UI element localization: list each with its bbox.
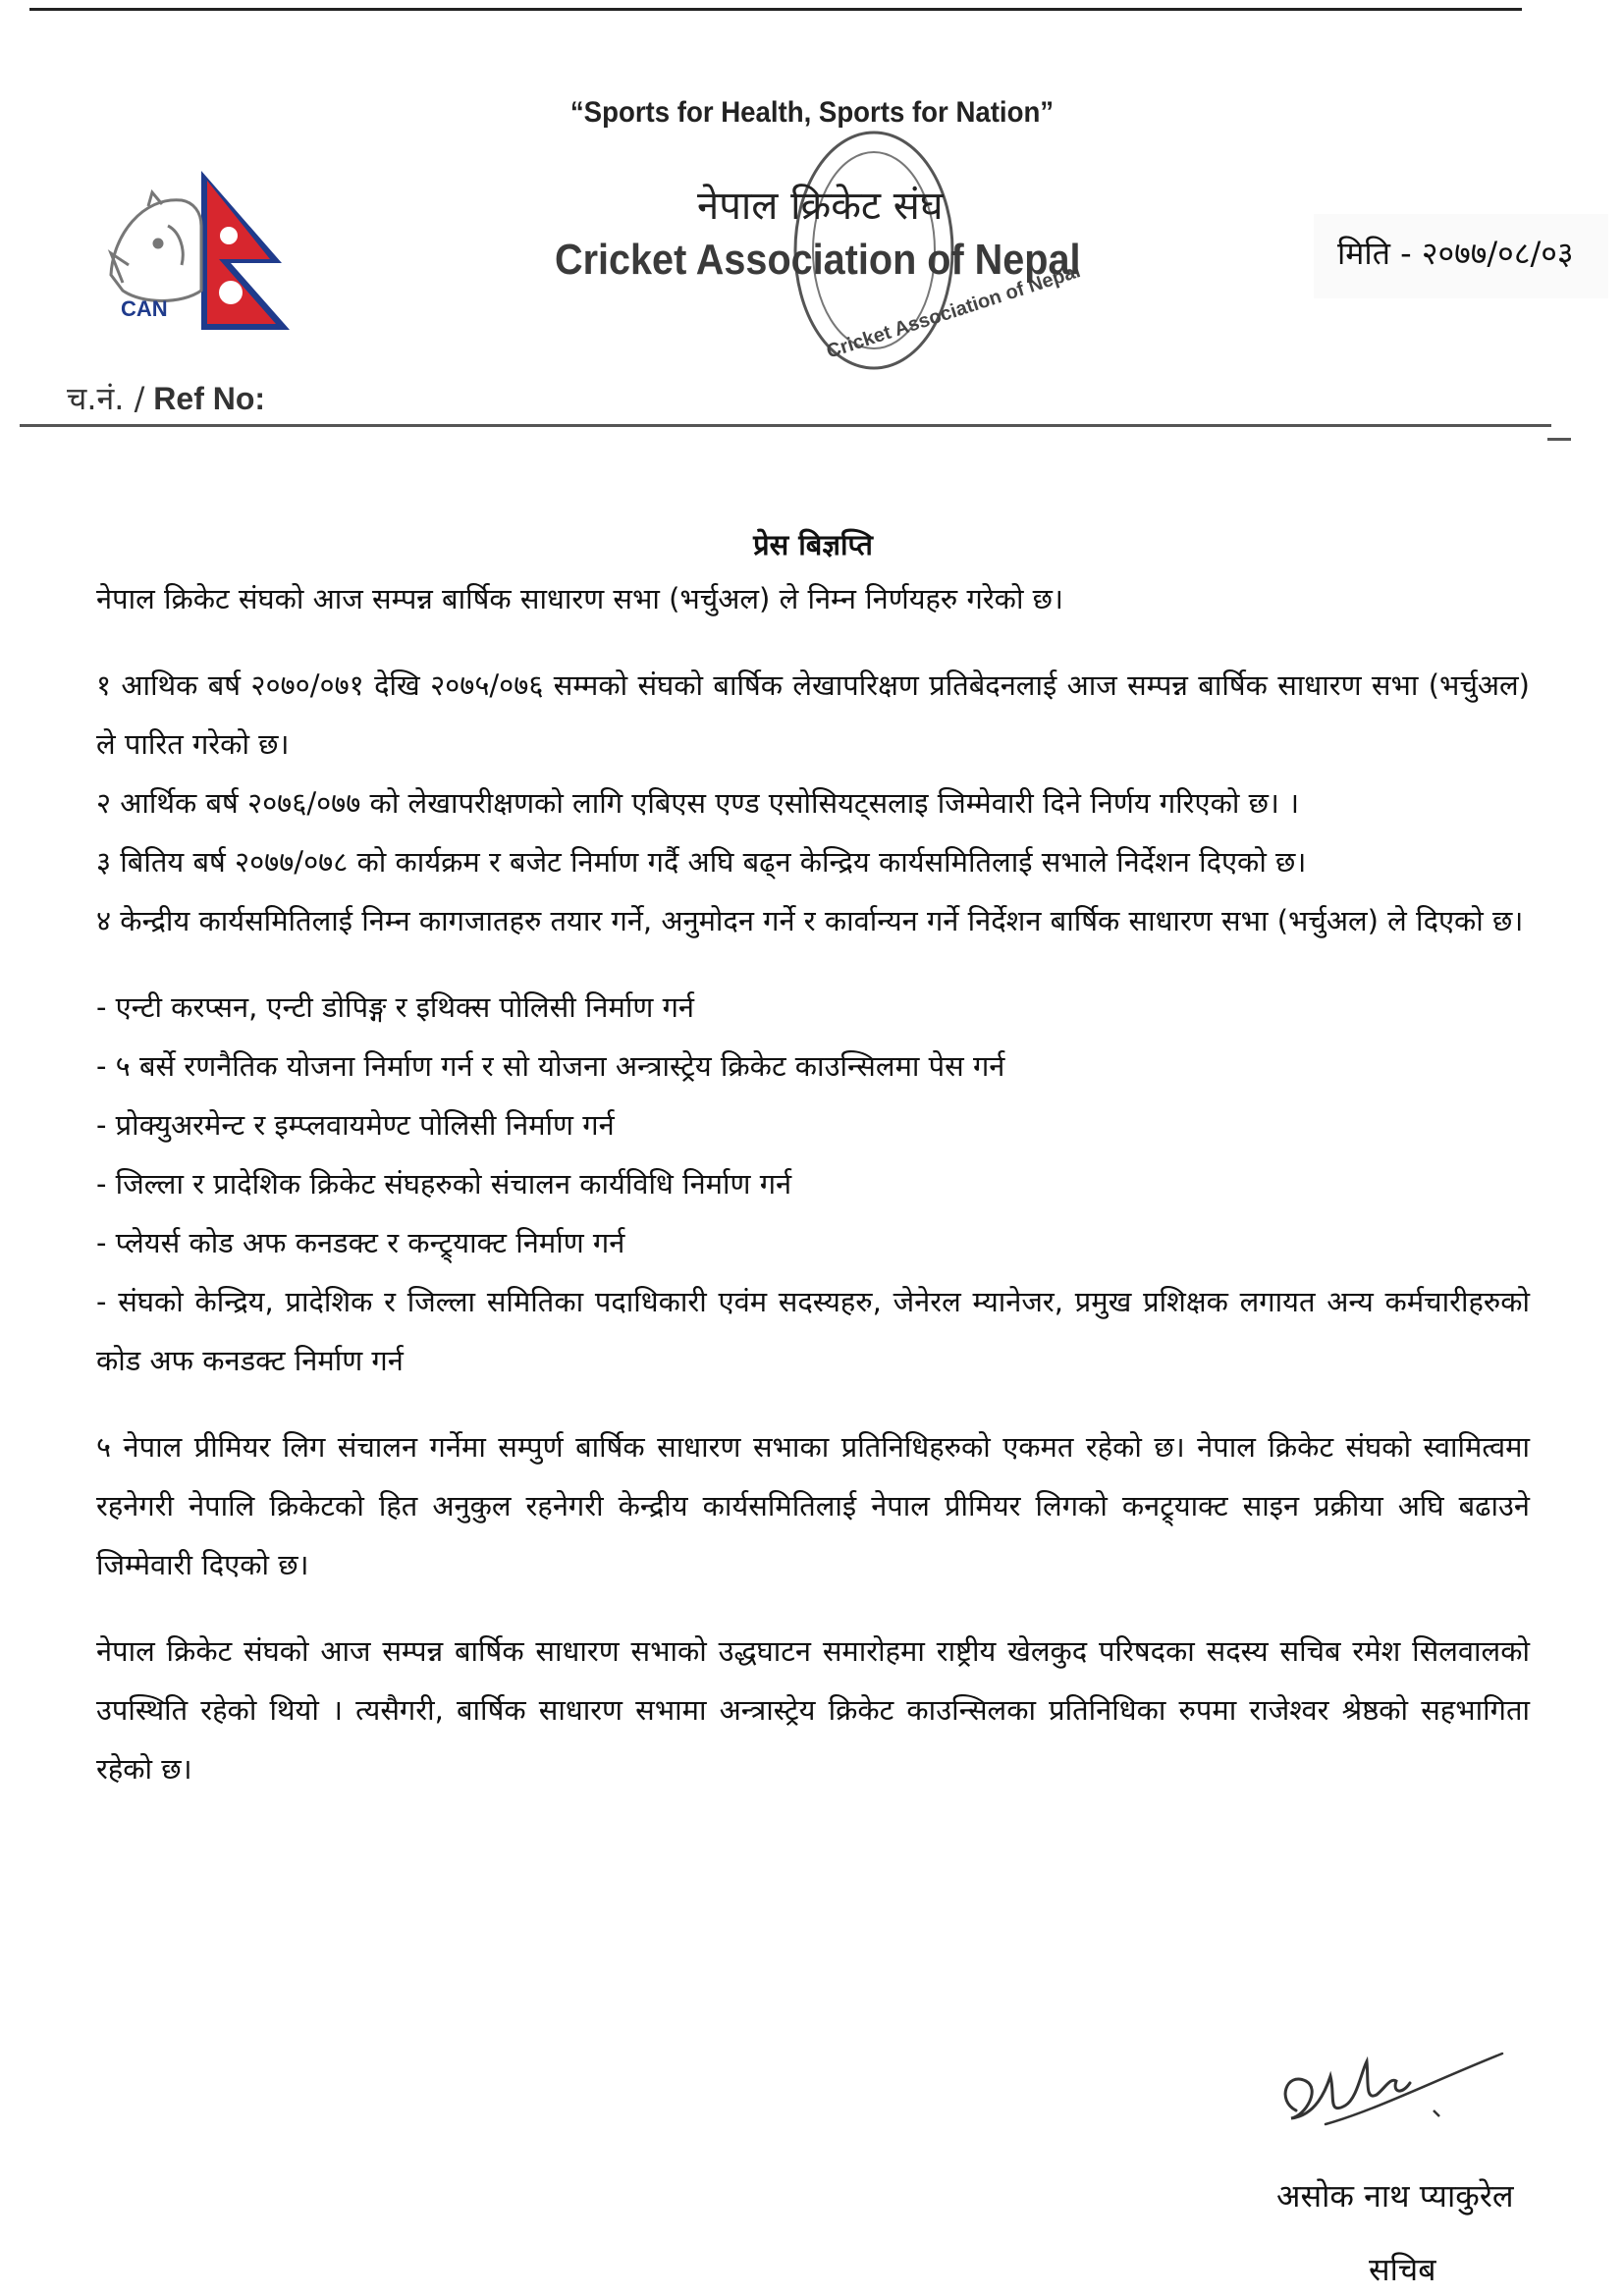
signatory-name: असोक नाथ प्याकुरेल	[1276, 2177, 1514, 2215]
rhino-icon	[111, 192, 201, 301]
motto: “Sports for Health, Sports for Nation”	[569, 96, 1055, 129]
ref-no-english: Ref No:	[144, 381, 266, 416]
bullet-item: - संघको केन्द्रिय, प्रादेशिक र जिल्ला समितिका पदाधिकारी एवंम सदस्यहरु, जेनेरल म्यानेजर, प्रमुख प्रशिक्षक लगायत अन्य कर्मचारीहरुको कोड अफ कनडक्ट निर्माण गर्न	[96, 1285, 1530, 1377]
ref-no-nepali: च.नं. /	[67, 380, 145, 417]
logo-text: CAN	[121, 296, 168, 321]
decision-five-paragraph: ५ नेपाल प्रीमियर लिग संचालन गर्नेमा सम्पुर्ण बार्षिक साधारण सभाका प्रतिनिधिहरुको एकमत रहेको छ। नेपाल क्रिकेट संघको स्वामित्वमा रहनेगरी नेपालि क्रिकेटको हित अनुकुल रहनेगरी केन्द्रीय कार्यसमितिलाई नेपाल प्रीमियर लिगको कनट्र्याक्ट साइन प्रक्रीया अघि बढाउने जिम्मेवारी दिएको छ।	[96, 1430, 1530, 1581]
ref-no-label	[67, 377, 265, 419]
decision-item: ४ केन्द्रीय कार्यसमितिलाई निम्न कागजातहरु तयार गर्ने, अनुमोदन गर्ने र कार्वान्यन गर्ने निर्देशन बार्षिक साधारण सभा (भर्चुअल) ले दिएको छ।	[96, 904, 1524, 937]
signature-icon	[1267, 2022, 1512, 2150]
bullet-item: - प्रोक्युअरमेन्ट र इम्प्लवायमेण्ट पोलिसी निर्माण गर्न	[96, 1108, 615, 1142]
date: मिति - २०७७/०८/०३	[1337, 235, 1574, 272]
bullet-item: - एन्टी करप्सन, एन्टी डोपिङ्ग र इथिक्स पोलिसी निर्माण गर्न	[96, 990, 694, 1024]
bullet-item: - प्लेयर्स कोड अफ कनडक्ट र कन्ट्र्याक्ट निर्माण गर्न	[96, 1226, 625, 1259]
document-title: प्रेस बिज्ञप्ति	[753, 528, 873, 561]
header-divider	[20, 424, 1551, 427]
signatory-title: सचिब	[1369, 2251, 1436, 2288]
intro-paragraph: नेपाल क्रिकेट संघको आज सम्पन्न बार्षिक साधारण सभा (भर्चुअल) ले निम्न निर्णयहरु गरेको छ।	[96, 582, 1064, 615]
decision-item: १ आथिक बर्ष २०७०/०७१ देखि २०७५/०७६ सम्मको संघको बार्षिक लेखापरिक्षण प्रतिबेदनलाई आज सम्पन्न बार्षिक साधारण सभा (भर्चुअल) ले पारित गरेको छ।	[96, 668, 1530, 761]
bullet-item: - जिल्ला र प्रादेशिक क्रिकेट संघहरुको संचालन कार्यविधि निर्माण गर्न	[96, 1167, 792, 1201]
document-body	[96, 520, 1530, 1798]
can-logo-icon	[103, 167, 299, 334]
margin-mark	[1547, 438, 1571, 441]
nepal-flag-icon	[201, 171, 290, 330]
decision-item: ३ बितिय बर्ष २०७७/०७८ को कार्यक्रम र बजेट निर्माण गर्दै अघि बढ्न केन्द्रिय कार्यसमितिलाई सभाले निर्देशन दिएको छ।	[96, 845, 1307, 879]
decision-item: २ आर्थिक बर्ष २०७६/०७७ को लेखापरीक्षणको लागि एबिएस एण्ड एसोसियट्सलाइ जिम्मेवारी दिने निर्णय गरिएको छ। ।	[96, 786, 1300, 820]
org-name-english: Cricket Association of Nepal	[555, 236, 1081, 284]
closing-paragraph: नेपाल क्रिकेट संघको आज सम्पन्न बार्षिक साधारण सभाको उद्धघाटन समारोहमा राष्ट्रीय खेलकुद परिषदका सदस्य सचिब रमेश सिलवालको उपस्थिति रहेको थियो । त्यसैगरी, बार्षिक साधारण सभामा अन्त्रास्ट्रेय क्रिकेट काउन्सिलका प्रतिनिधिका रुपमा राजेश्वर श्रेष्ठको सहभागिता रहेको छ।	[96, 1634, 1530, 1786]
top-border-line	[29, 8, 1522, 11]
seal-text: Cricket Association of Nepal	[824, 260, 1084, 363]
org-name-nepali: नेपाल क्रिकेट संघ	[697, 184, 944, 229]
bullet-item: - ५ बर्से रणनैतिक योजना निर्माण गर्न र सो योजना अन्त्रास्ट्रेय क्रिकेट काउन्सिलमा पेस गर्न	[96, 1049, 1005, 1083]
